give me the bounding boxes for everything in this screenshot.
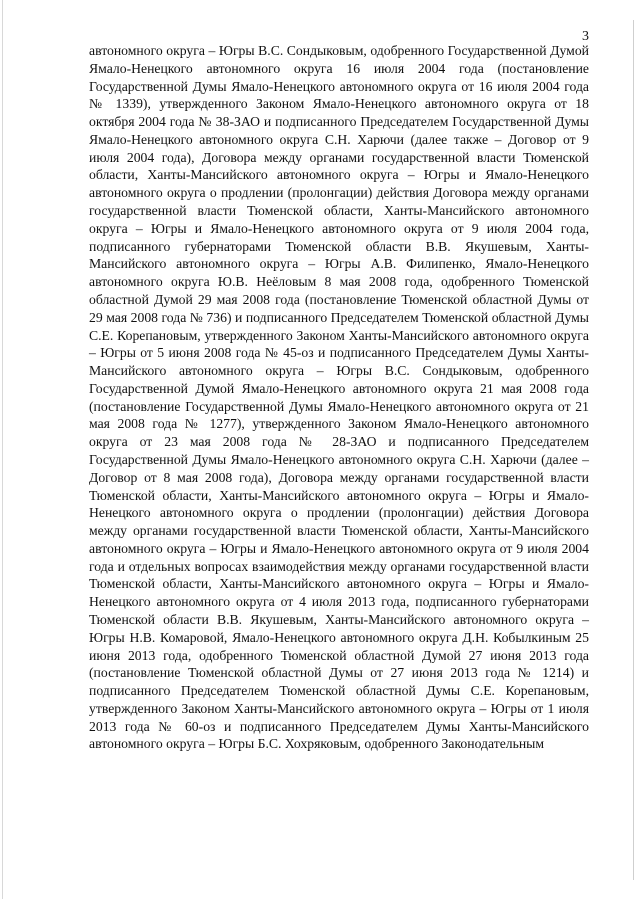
scan-edge-right: [633, 20, 634, 880]
scan-edge-left: [2, 0, 3, 899]
page-number: 3: [582, 29, 589, 44]
body-paragraph: автономного округа – Югры В.С. Сондыковым, одобренного Государственной Думой Ямало-Ненецкого автономного округа 16 июля 2004 года (постановление Государственной Думы Ямало-Ненецкого автономного округа от 16 июля 2004 года № 1339), утвержденного Законом Ямало-Ненецкого автономного округа от 18 октября 2004 года № 38-ЗАО и подписанного Председателем Государственной Думы Ямало-Ненецкого автономного округа С.Н. Харючи (далее также – Договор от 9 июля 2004 года), Договора между органами государственной власти Тюменской области, Ханты-Мансийского автономного округа – Югры и Ямало-Ненецкого автономного округа о продлении (пролонгации) действия Договора между органами государственной власти Тюменской области, Ханты-Мансийского автономного округа – Югры и Ямало-Ненецкого автономного округа от 9 июля 2004 года, подписанного губернаторами Тюменской области В.В. Якушевым, Ханты-Мансийского автономного округа – Югры А.В. Филипенко, Ямало-Ненецкого автономного округа Ю.В. Неёловым 8 мая 2008 года, одобренного Тюменской областной Думой 29 мая 2008 года (постановление Тюменской областной Думы от 29 мая 2008 года № 736) и подписанного Председателем Тюменской областной Думы С.Е. Корепановым, утвержденного Законом Ханты-Мансийского автономного округа – Югры от 5 июня 2008 года № 45-оз и подписанного Председателем Думы Ханты-Мансийского автономного округа – Югры В.С. Сондыковым, одобренного Государственной Думой Ямало-Ненецкого автономного округа 21 мая 2008 года (постановление Государственной Думы Ямало-Ненецкого автономного округа от 21 мая 2008 года № 1277), утвержденного Законом Ямало-Ненецкого автономного округа от 23 мая 2008 года № 28-ЗАО и подписанного Председателем Государственной Думы Ямало-Ненецкого автономного округа С.Н. Харючи (далее – Договор от 8 мая 2008 года), Договора между органами государственной власти Тюменской области, Ханты-Мансийского автономного округа – Югры и Ямало-Ненецкого автономного округа о продлении (пролонгации) действия Договора между органами государственной власти Тюменской области, Ханты-Мансийского автономного округа – Югры и Ямало-Ненецкого автономного округа от 9 июля 2004 года и отдельных вопросах взаимодействия между органами государственной власти Тюменской области, Ханты-Мансийского автономного округа – Югры и Ямало-Ненецкого автономного округа от 4 июля 2013 года, подписанного губернаторами Тюменской области В.В. Якушевым, Ханты-Мансийского автономного округа – Югры Н.В. Комаровой, Ямало-Ненецкого автономного округа Д.Н. Кобылкиным 25 июня 2013 года, одобренного Тюменской областной Думой 27 июня 2013 года (постановление Тюменской областной Думы от 27 июня 2013 года № 1214) и подписанного Председателем Тюменской областной Думы С.Е. Корепановым, утвержденного Законом Ханты-Мансийского автономного округа – Югры от 1 июля 2013 года № 60-оз и подписанного Председателем Думы Ханты-Мансийского автономного округа – Югры Б.С. Хохряковым, одобренного Законодательным: [89, 43, 589, 752]
